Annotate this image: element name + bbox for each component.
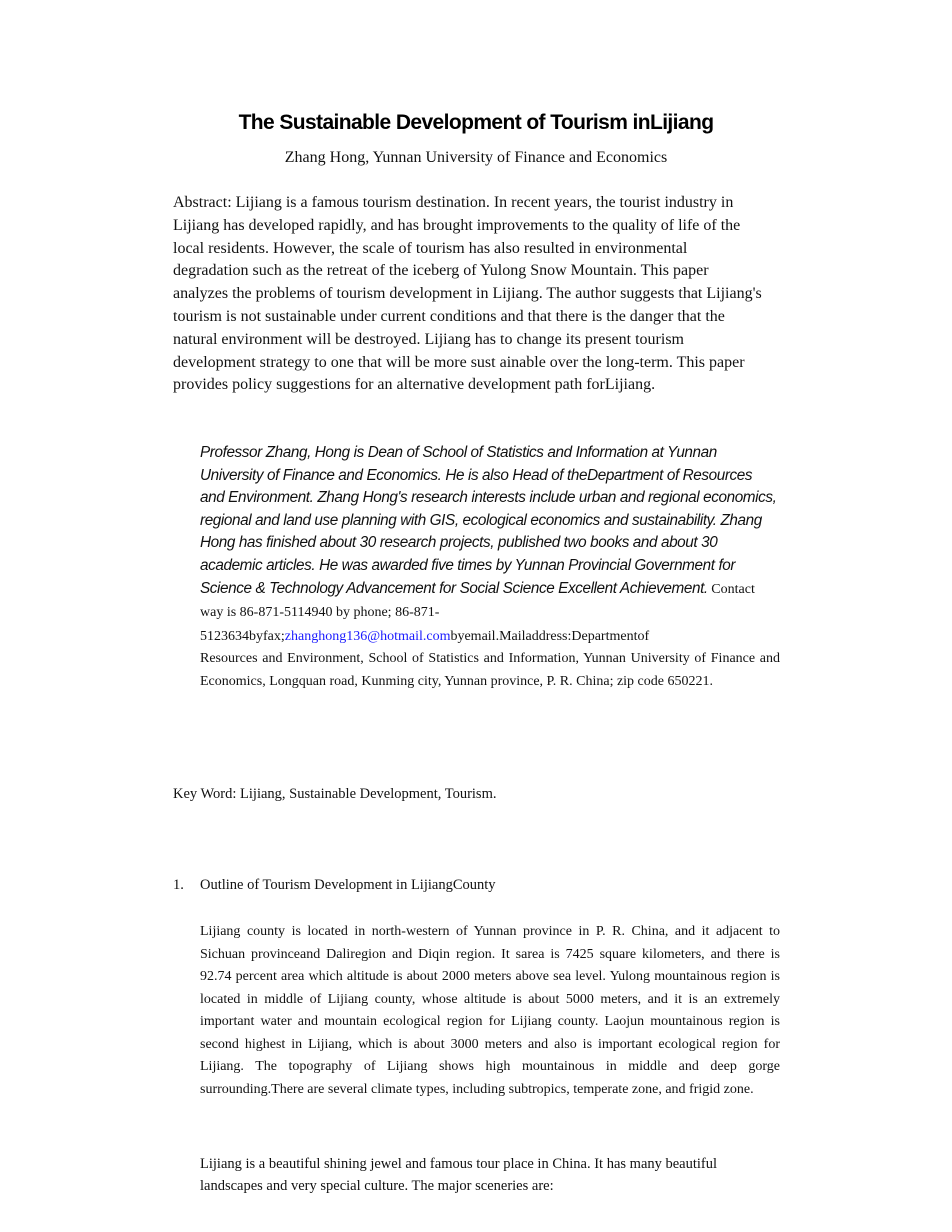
section-heading (173, 877, 773, 894)
abstract: Abstract: Lijiang is a famous tourism destination. In recent years, the tourist industry in Lijiang has developed rapidly, and has brought improvements to the quality of life of the local residents. However, the scale of tourism has also resulted in environmental degradation such as the retreat of the iceberg of Yulong Snow Mountain. This paper analyzes the problems of tourism development in Lijiang. The author suggests that Lijiang's tourism is not sustainable under current conditions and that there is the danger that the natural environment will be destroyed. Lijiang has to change its present tourism development strategy to one that will be more sust ainable over the long-term. This paper provides policy suggestions for an alternative development path forLijiang. (173, 194, 762, 394)
paper-title: The Sustainable Development of Tourism inLijiang (238, 111, 714, 134)
author-line: Zhang Hong, Yunnan University of Finance and Economics (284, 149, 668, 166)
bio-text: Professor Zhang, Hong is Dean of School of Statistics and Information at Yunnan University of Finance and Economics. He is also Head of theDepartment of Resources and Environment. Zhang Hong's research interests include urban and regional economics, regional and land use planning with GIS, ecological economics and sustainability. Zhang Hong has finished about 30 research projects, published two books and about 30 academic articles. He was awarded five times by Yunnan Provincial Government for Science & Technology Advancement for Social Science Excellent Achievement. (200, 444, 777, 597)
contact-suffix: byemail.Mailaddress:Departmentof (450, 628, 650, 644)
section-title: Outline of Tourism Development in LijiangCounty (200, 877, 496, 893)
contact-prefix: Contact way is 86-871-5114940 by phone; 86-871-5123634byfax; (200, 581, 755, 644)
author-bio (200, 442, 780, 648)
section-number: 1. (173, 877, 184, 893)
email-link[interactable]: zhanghong136@hotmail.com (284, 628, 451, 644)
keywords: Key Word: Lijiang, Sustainable Development, Tourism. (173, 786, 497, 802)
mail-address: Resources and Environment, School of Statistics and Information, Yunnan University of Finance and Economics, Longquan road, Kunming city, Yunnan province, P. R. China; zip code 650221. (200, 651, 780, 689)
body-paragraph: Lijiang is a beautiful shining jewel and famous tour place in China. It has many beautiful landscapes and very special culture. The major sceneries are: (200, 1156, 718, 1194)
body-paragraph: Lijiang county is located in north-western of Yunnan province in P. R. China, and it adjacent to Sichuan provinceand Daliregion and Diqin region. It sarea is 7425 square kilometers, and there is 92.74 percent area which altitude is about 2000 meters above sea level. Yulong mountainous region is located in middle of Lijiang county, whose altitude is about 5000 meters, and it is an extremely important water and mountain ecological region for Lijiang county. Laojun mountainous region is second highest in Lijiang, which is about 3000 meters and also is important ecological region for Lijiang. The topography of Lijiang shows high mountainous in middle and deep gorge surrounding.There are several climate types, including subtropics, temperate zone, and frigid zone. (200, 924, 780, 1097)
